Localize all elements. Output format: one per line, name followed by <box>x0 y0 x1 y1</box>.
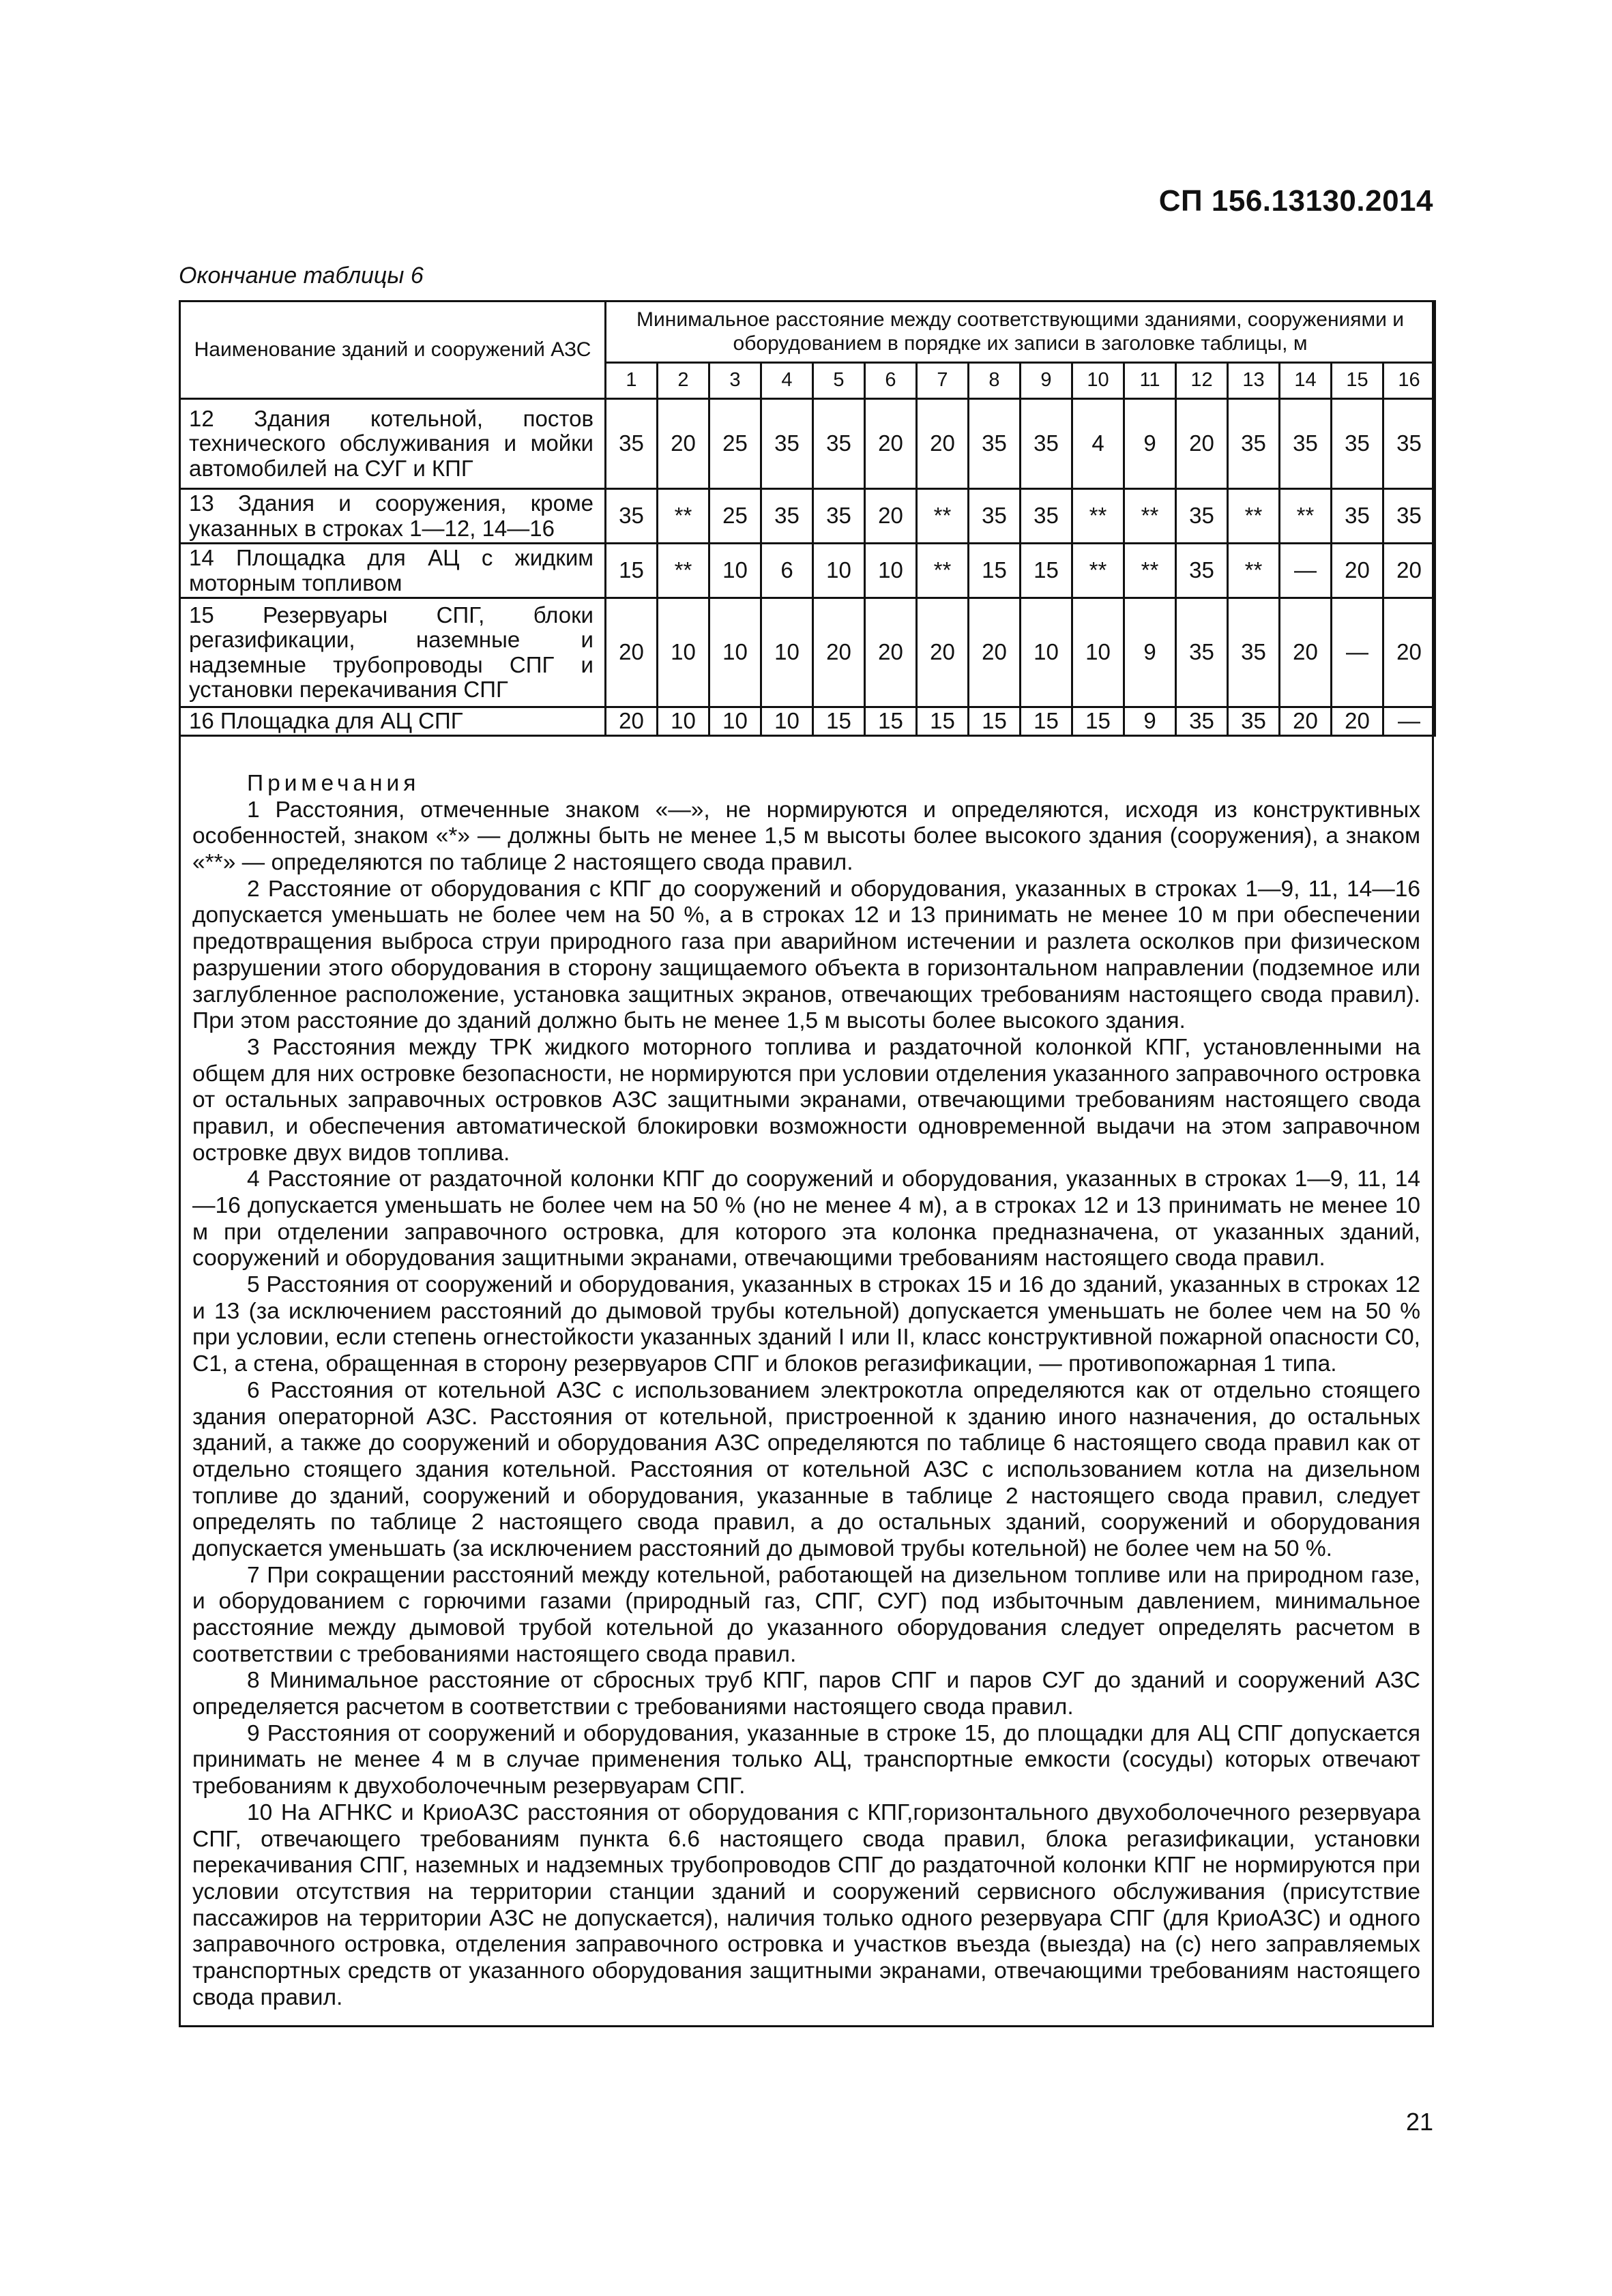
table-cell: 20 <box>1176 399 1228 489</box>
table-cell: 35 <box>1228 598 1280 707</box>
table-cell: 20 <box>1383 544 1435 598</box>
table-cell: ** <box>1228 544 1280 598</box>
row-name: 16 Площадка для АЦ СПГ <box>180 707 606 736</box>
table-cell: 20 <box>606 598 658 707</box>
table-cell: 20 <box>1383 598 1435 707</box>
table-cell: 20 <box>865 399 917 489</box>
table-cell: 20 <box>969 598 1021 707</box>
table-cell: 10 <box>761 707 813 736</box>
note-item: 3 Расстояния между ТРК жидкого моторного топлива и раздаточной колонкой КПГ, установленными на общем для них островке безопасности, не нормируются при условии отделения указанного заправочного островка от остальных заправочных островков АЗС защитными экранами, отвечающими требованиям настоящего свода правил, и обеспечения автоматической блокировки возможности одновременной выдачи на этом заправочном островке двух видов топлива. <box>192 1034 1420 1166</box>
table-cell: 9 <box>1124 598 1176 707</box>
table-cell: 10 <box>709 544 761 598</box>
table-row <box>180 489 1435 544</box>
column-number-8: 8 <box>969 363 1021 399</box>
row-name: 15 Резервуары СПГ, блоки регазификации, наземные и надземные трубопроводы СПГ и установки перекачивания СПГ <box>180 598 606 707</box>
table-cell: 10 <box>658 598 709 707</box>
row-name: 14 Площадка для АЦ с жидким моторным топливом <box>180 544 606 598</box>
table-cell: 25 <box>709 399 761 489</box>
table-cell: 35 <box>1021 489 1072 544</box>
table-cell: 20 <box>917 598 969 707</box>
table-cell: 20 <box>917 399 969 489</box>
table-cell: 35 <box>1332 399 1383 489</box>
table-cell: 6 <box>761 544 813 598</box>
note-item: 2 Расстояние от оборудования с КПГ до сооружений и оборудования, указанных в строках 1—9, 11, 14—16 допускается уменьшать не более чем на 50 %, а в строках 12 и 13 принимать не менее 10 м при обеспечении предотвращения выброса струи природного газа при аварийном истечении и разлета осколков при физическом разрушении этого оборудования в сторону защищаемого объекта в горизонтальном направлении (подземное или заглубленное расположение, установка защитных экранов, отвечающих требованиям настоящего свода правил). При этом расстояние до зданий должно быть не менее 1,5 м высоты более высокого здания. <box>192 876 1420 1034</box>
table-cell: 9 <box>1124 707 1176 736</box>
column-number-9: 9 <box>1021 363 1072 399</box>
column-number-10: 10 <box>1072 363 1124 399</box>
document-code: СП 156.13130.2014 <box>1158 184 1433 218</box>
table-cell: 20 <box>1332 544 1383 598</box>
column-number-1: 1 <box>606 363 658 399</box>
table-row <box>180 707 1435 736</box>
table-cell: 35 <box>1332 489 1383 544</box>
table-cell: 20 <box>658 399 709 489</box>
table-cell: 10 <box>709 707 761 736</box>
table-cell: 25 <box>709 489 761 544</box>
notes-title: Примечания <box>247 771 420 796</box>
table-cell: 35 <box>969 489 1021 544</box>
distance-table <box>179 300 1436 737</box>
table-cell: 35 <box>606 399 658 489</box>
table-cell: 35 <box>761 489 813 544</box>
table-cell: 15 <box>1021 544 1072 598</box>
table-cell: 15 <box>865 707 917 736</box>
table-cell: 35 <box>606 489 658 544</box>
table-cell: 35 <box>969 399 1021 489</box>
table-cell: ** <box>658 489 709 544</box>
table-cell: 35 <box>1280 399 1332 489</box>
table-cell: 20 <box>1280 707 1332 736</box>
table-cell: ** <box>1072 544 1124 598</box>
column-number-16: 16 <box>1383 363 1435 399</box>
notes-section <box>192 771 1420 2011</box>
table-cell: ** <box>1124 489 1176 544</box>
table-row <box>180 544 1435 598</box>
table-cell: 20 <box>1280 598 1332 707</box>
table-cell: — <box>1280 544 1332 598</box>
note-item: 6 Расстояния от котельной АЗС с использованием электрокотла определяются как от отдельно стоящего здания операторной АЗС. Расстояния от котельной, пристроенной к зданию иного назначения, до остальных зданий, а также до сооружений и оборудования АЗС определяются по таблице 6 настоящего свода правил как от отдельно стоящего здания котельной. Расстояния от котельной АЗС с использованием котла на дизельном топливе до зданий, сооружений и оборудования, указанные в таблице 2 настоящего свода правил, следует определять по таблице 2 настоящего свода правил, а до остальных зданий, сооружений и оборудования допускается уменьшать (за исключением расстояний до дымовой трубы котельной) не более чем на 50 %. <box>192 1377 1420 1561</box>
column-number-15: 15 <box>1332 363 1383 399</box>
table-cell: 20 <box>865 489 917 544</box>
table-cell: 10 <box>1021 598 1072 707</box>
table-cell: 35 <box>1383 489 1435 544</box>
table-cell: ** <box>658 544 709 598</box>
column-number-7: 7 <box>917 363 969 399</box>
table-cell: 15 <box>917 707 969 736</box>
note-item: 5 Расстояния от сооружений и оборудования, указанных в строках 15 и 16 до зданий, указанных в строках 12 и 13 (за исключением расстояний до дымовой трубы котельной) допускается уменьшать не более чем на 50 % при условии, если степень огнестойкости указанных зданий I или II, класс конструктивной пожарной опасности С0, С1, а стена, обращенная в сторону резервуаров СПГ и блоков регазификации, — противопожарная 1 типа. <box>192 1272 1420 1377</box>
table-caption: Окончание таблицы 6 <box>179 263 424 289</box>
table-cell: 10 <box>1072 598 1124 707</box>
table-body <box>180 399 1435 736</box>
table-cell: 10 <box>761 598 813 707</box>
table-cell: 10 <box>709 598 761 707</box>
table-row <box>180 598 1435 707</box>
table-cell: 15 <box>606 544 658 598</box>
table-cell: 20 <box>813 598 865 707</box>
name-column-header: Наименование зданий и сооружений АЗС <box>180 301 606 399</box>
table-cell: 10 <box>813 544 865 598</box>
table-cell: 35 <box>1228 707 1280 736</box>
page-number: 21 <box>1405 2108 1433 2136</box>
distance-column-header: Минимальное расстояние между соответствующими зданиями, сооружениями и оборудованием в порядке их записи в заголовке таблицы, м <box>606 301 1435 363</box>
column-number-14: 14 <box>1280 363 1332 399</box>
table-cell: 15 <box>1072 707 1124 736</box>
notes-list <box>192 797 1420 2012</box>
table-cell: ** <box>917 489 969 544</box>
table-cell: 35 <box>1383 399 1435 489</box>
table-cell: 15 <box>969 707 1021 736</box>
column-number-11: 11 <box>1124 363 1176 399</box>
table-cell: 35 <box>1021 399 1072 489</box>
table-cell: 35 <box>1176 598 1228 707</box>
table-row <box>180 399 1435 489</box>
note-item: 1 Расстояния, отмеченные знаком «—», не нормируются и определяются, исходя из конструктивных особенностей, знаком «*» — должны быть не менее 1,5 м высоты более высокого здания (сооружения), а знаком «**» — определяются по таблице 2 настоящего свода правил. <box>192 797 1420 876</box>
table-cell: 20 <box>865 598 917 707</box>
table-cell: 20 <box>606 707 658 736</box>
table-cell: 15 <box>813 707 865 736</box>
column-number-5: 5 <box>813 363 865 399</box>
table-cell: 35 <box>813 399 865 489</box>
table-cell: 35 <box>1176 707 1228 736</box>
column-number-3: 3 <box>709 363 761 399</box>
column-number-12: 12 <box>1176 363 1228 399</box>
table-cell: 35 <box>1176 544 1228 598</box>
table-cell: 9 <box>1124 399 1176 489</box>
table-cell: — <box>1383 707 1435 736</box>
table-cell: 35 <box>1228 399 1280 489</box>
column-number-6: 6 <box>865 363 917 399</box>
note-item: 7 При сокращении расстояний между котельной, работающей на дизельном топливе или на природном газе, и оборудованием с горючими газами (природный газ, СПГ, СУГ) под избыточным давлением, минимальное расстояние между дымовой трубой котельной до указанного оборудования следует определять расчетом в соответствии с требованиями настоящего свода правил. <box>192 1562 1420 1667</box>
table-cell: 35 <box>1176 489 1228 544</box>
note-item: 8 Минимальное расстояние от сбросных труб КПГ, паров СПГ и паров СУГ до зданий и сооружений АЗС определяется расчетом в соответствии с требованиями настоящего свода правил. <box>192 1668 1420 1720</box>
table-cell: — <box>1332 598 1383 707</box>
table-cell: 10 <box>865 544 917 598</box>
note-item: 4 Расстояние от раздаточной колонки КПГ до сооружений и оборудования, указанных в строках 1—9, 11, 14—16 допускается уменьшать не более чем на 50 % (но не менее 4 м), а в строках 12 и 13 принимать не менее 10 м при отделении заправочного островка, для которого эта колонка предназначена, от указанных зданий, сооружений и оборудования защитными экранами, отвечающими требованиям настоящего свода правил. <box>192 1166 1420 1271</box>
note-item: 10 На АГНКС и КриоАЗС расстояния от оборудования с КПГ,горизонтального двухоболочечного резервуара СПГ, отвечающего требованиям пункта 6.6 настоящего свода правил, блока регазификации, установки перекачивания СПГ, наземных и надземных трубопроводов СПГ до раздаточной колонки КПГ не нормируются при условии отсутствия на территории станции зданий и сооружений сервисного обслуживания (присутствие пассажиров на территории АЗС не допускается), наличия только одного резервуара СПГ (для КриоАЗС) и одного заправочного островка, отделения заправочного островка и участков въезда (выезда) на (с) него заправляемых транспортных средств от указанного оборудования защитными экранами, отвечающими требованиям настоящего свода правил. <box>192 1799 1420 2010</box>
note-item: 9 Расстояния от сооружений и оборудования, указанные в строке 15, до площадки для АЦ СПГ допускается принимать не менее 4 м в случае применения только АЦ, транспортные емкости (сосуды) которых отвечают требованиям к двухоболочечным резервуарам СПГ. <box>192 1720 1420 1799</box>
table-cell: 15 <box>1021 707 1072 736</box>
column-number-2: 2 <box>658 363 709 399</box>
row-name: 12 Здания котельной, постов технического обслуживания и мойки автомобилей на СУГ и КПГ <box>180 399 606 489</box>
table-cell: 35 <box>761 399 813 489</box>
table-cell: 10 <box>658 707 709 736</box>
table-cell: 15 <box>969 544 1021 598</box>
column-number-13: 13 <box>1228 363 1280 399</box>
table-cell: ** <box>1280 489 1332 544</box>
table-cell: 4 <box>1072 399 1124 489</box>
table-cell: 20 <box>1332 707 1383 736</box>
table-cell: 35 <box>813 489 865 544</box>
row-name: 13 Здания и сооружения, кроме указанных в строках 1—12, 14—16 <box>180 489 606 544</box>
table-cell: ** <box>917 544 969 598</box>
table-cell: ** <box>1228 489 1280 544</box>
table-cell: ** <box>1124 544 1176 598</box>
table-cell: ** <box>1072 489 1124 544</box>
column-number-4: 4 <box>761 363 813 399</box>
